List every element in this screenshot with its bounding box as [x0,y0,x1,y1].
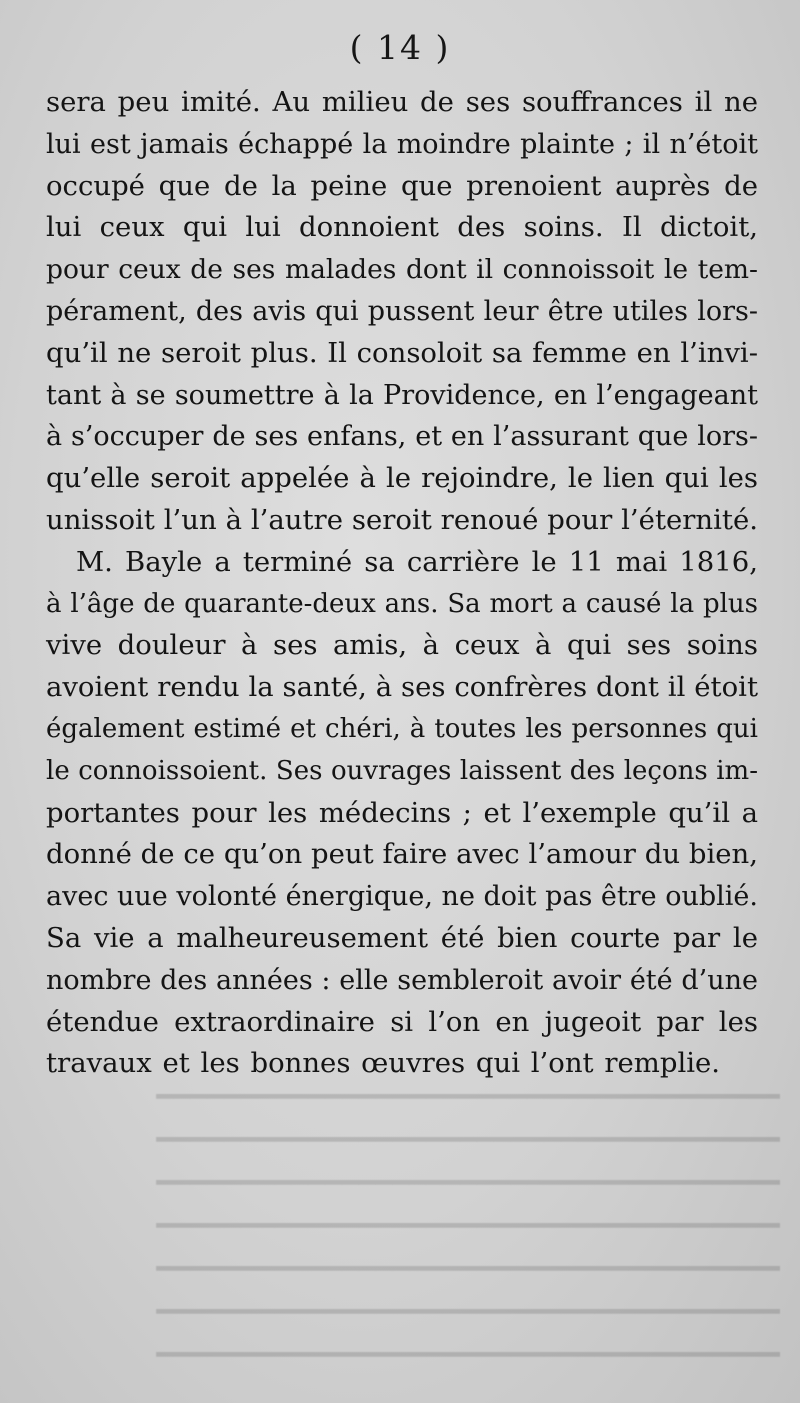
text-line: tant à se soumettre à la Providence, en l’engageant [46,379,758,411]
text-line: vive douleur à ses amis, à ceux à qui ses soins [46,629,758,662]
text-line: à l’âge de quarante-deux ans. Sa mort a causé la plus [46,588,758,619]
text-line: lui est jamais échappé la moindre plainte ; il n’étoit [46,128,758,160]
text-line: sera peu imité. Au milieu de ses souffrances il ne [46,86,758,118]
text-line: portantes pour les médecins ; et l’exemple qu’il a [46,796,758,829]
text-line: travaux et les bonnes œuvres qui l’ont remplie. [46,1047,721,1080]
text-line: étendue extraordinaire si l’on en jugeoit par les [46,1005,758,1038]
text-line: avoient rendu la santé, à ses confrères dont il étoit [46,671,758,704]
show-through-texture: ━━━━━━━━━━━━━━━━━━━━━━━━━━━━━━━━━━━━━ ━━━━━━━━━━━━━━━━━━━━━━━━━━━━━━━━━━━━━ ━━━━━━━━━━━━━━━━━━━━━━━━━━━━━━━━━━━━━ ━━━━━━━━━━━━━━━━━━━━━━━━━━━━━━━━━━━━━ ━━━━━━━━━━━━━━━━━━━━━━━━━━━━━━━━━━━━━ ━━━━━━━━━━━━━━━━━━━━━━━━━━━━━━━━━━━━━ ━━━━━━━━━━━━━━━━━━━━━━━━━━━━━━━━━━━━━ [156,1080,780,1371]
text-line: lui ceux qui lui donnoient des soins. Il dictoit, [46,211,758,244]
text-line: à s’occuper de ses enfans, et en l’assurant que lors- [46,421,758,453]
text-line: le connoissoient. Ses ouvrages laissent des leçons im- [46,755,758,786]
text-line: Sa vie a malheureusement été bien courte par le [46,921,758,954]
text-line: M. Bayle a terminé sa carrière le 11 mai 1816, [76,545,758,578]
page-number: ( 14 ) [349,28,451,67]
paragraph-2 [46,542,758,1085]
body-text [46,82,758,1085]
text-line: nombre des années : elle sembleroit avoir été d’une [46,964,758,996]
text-line: avec uue volonté énergique, ne doit pas être oublié. [46,881,758,913]
text-line: pour ceux de ses malades dont il connoissoit le tem- [46,254,758,286]
text-line: occupé que de la peine que prenoient auprès de [46,169,758,202]
text-line: qu’il ne seroit plus. Il consoloit sa femme en l’invi- [46,336,758,369]
text-line: également estimé et chéri, à toutes les personnes qui [46,713,758,744]
text-line: qu’elle seroit appelée à le rejoindre, le lien qui les [46,462,758,495]
paragraph-1 [46,82,758,542]
text-line: pérament, des avis qui pussent leur être utiles lors- [46,295,758,327]
text-line: donné de ce qu’on peut faire avec l’amour du bien, [46,838,758,871]
text-line: unissoit l’un à l’autre seroit renoué pour l’éternité. [46,503,758,536]
